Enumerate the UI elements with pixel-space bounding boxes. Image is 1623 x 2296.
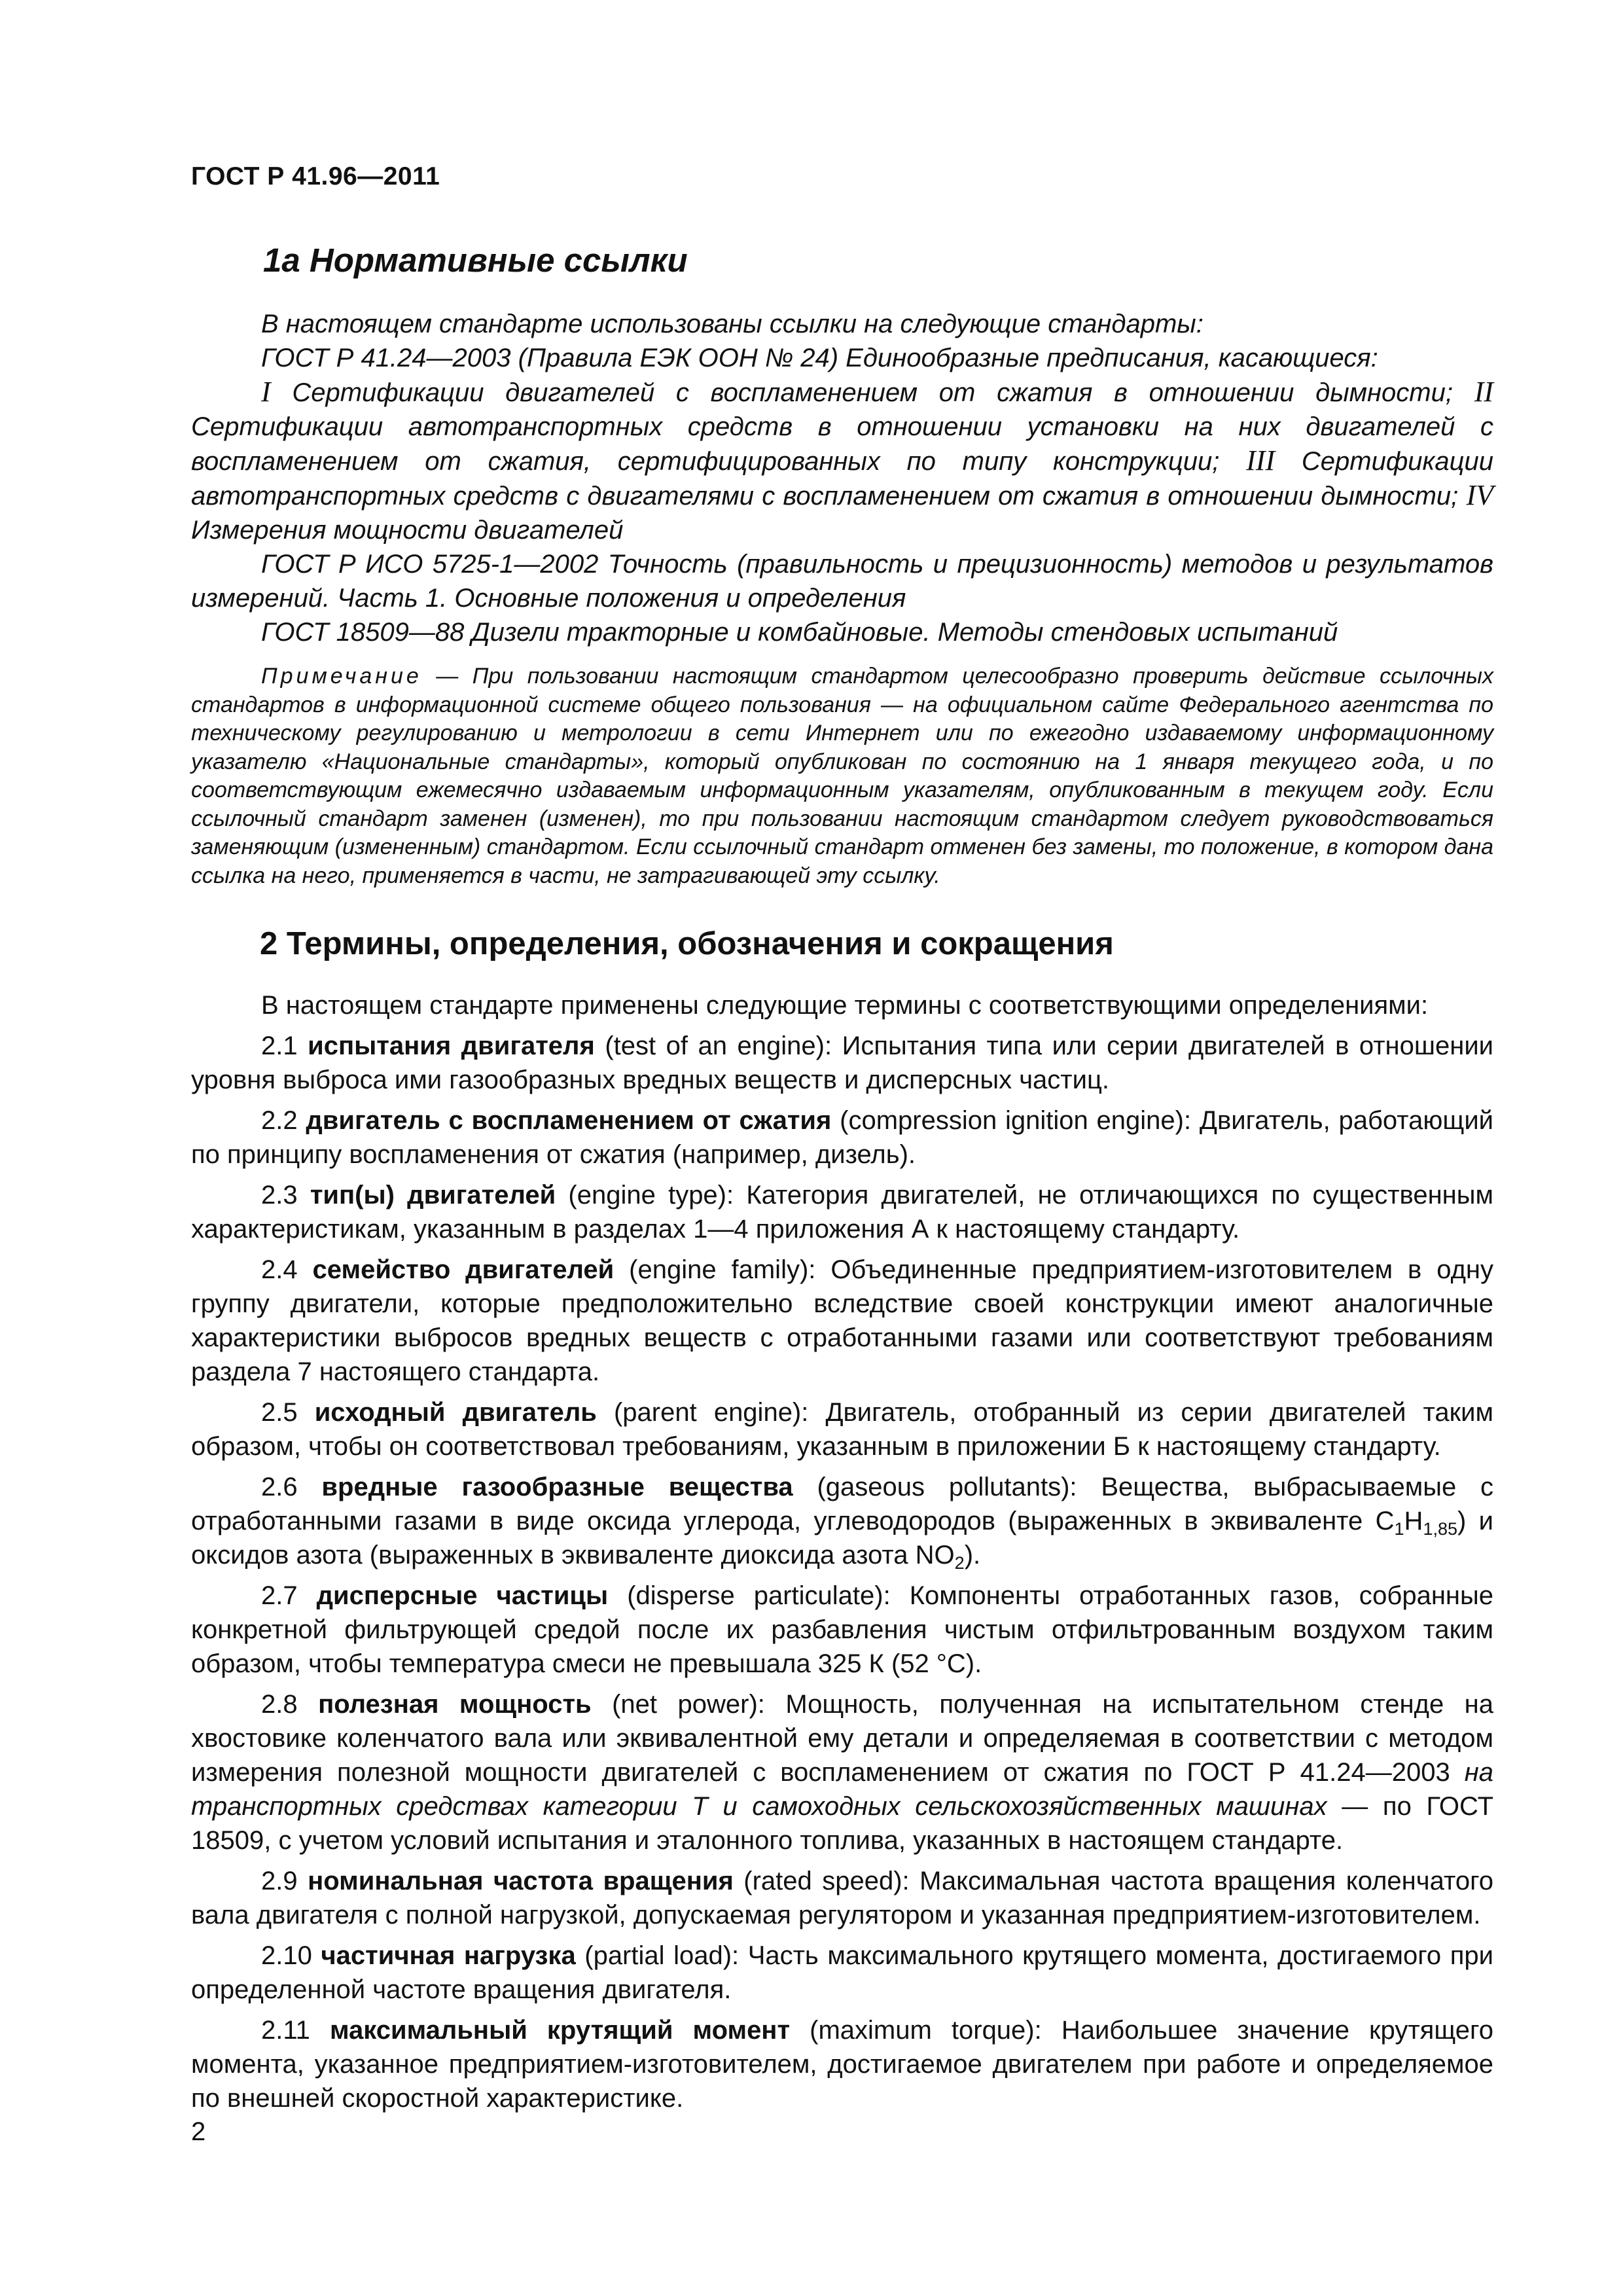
term-definition: (maximum torque): Наибольшее значение крутящего момента, указанное предприятием-изготовителем, достигаемое двигателем при работе и определяемое по внешней скоростной характеристике. <box>191 2016 1493 2113</box>
term-item <box>191 1864 1493 1932</box>
term-item <box>191 1253 1493 1389</box>
term-item <box>191 1178 1493 1246</box>
document-header-standard: ГОСТ Р 41.96—2011 <box>191 162 440 190</box>
subscript: 1 <box>1394 1519 1404 1539</box>
subscript: 2 <box>954 1553 965 1573</box>
term-item <box>191 1579 1493 1681</box>
section-1a-title: 1а Нормативные ссылки <box>263 242 688 279</box>
reference-part-text: Сертификации автотранспортных средств в отношении установки на них двигателей с воспламенением от сжатия, сертифицированных по типу конструкции; <box>191 412 1493 476</box>
reference-part-text: Сертификации двигателей с воспламенением от сжатия в отношении дымности; <box>270 378 1474 407</box>
term-name: номинальная частота вращения <box>308 1867 734 1895</box>
roman-numeral: III <box>1246 444 1275 476</box>
term-definition-italic: на транспортных средствах категории Т и самоходных сельскохозяйственных машинах <box>191 1758 1493 1821</box>
term-number: 2.1 <box>261 1031 308 1060</box>
term-number: 2.8 <box>261 1690 319 1719</box>
note-text: — При пользовании настоящим стандартом целесообразно проверить действие ссылочных стандартов в информационной системе общего пользования — на официальном сайте Федерального агентства по техническому регулированию и метрологии в сети Интернет или по ежегодно издаваемому информационному указателю «Национальные стандарты», который опубликован по состоянию на 1 января текущего года, и по соответствующим ежемесячно издаваемым информационным указателям, опубликованным в текущем году. Если ссылочный стандарт заменен (изменен), то при пользовании настоящим стандартом следует руководствоваться заменяющим (измененным) стандартом. Если ссылочный стандарт отменен без замены, то положение, в котором дана ссылка на него, применяется в части, не затрагивающей эту ссылку. <box>191 664 1493 888</box>
reference-gost-iso-5725: ГОСТ Р ИСО 5725-1—2002 Точность (правильность и прецизионность) методов и результатов измерений. Часть 1. Основные положения и определения <box>191 550 1493 613</box>
formula-symbol: H <box>1404 1507 1423 1535</box>
term-item <box>191 1029 1493 1097</box>
term-number: 2.4 <box>261 1255 313 1284</box>
term-item <box>191 1103 1493 1172</box>
roman-numeral: I <box>261 376 271 408</box>
term-name: частичная нагрузка <box>321 1941 576 1970</box>
term-name: полезная мощность <box>318 1690 592 1719</box>
term-definition: ) и оксидов азота (выраженных в эквиваленте диоксида азота NO <box>191 1507 1493 1570</box>
reference-part-text: Сертификации автотранспортных средств с двигателями с воспламенением от сжатия в отношении дымности; <box>191 447 1494 511</box>
term-item <box>191 1470 1493 1572</box>
term-definition: (compression ignition engine): Двигатель, работающий по принципу воспламенения от сжатия (например, дизель). <box>191 1106 1494 1169</box>
term-definition: (test of an engine): Испытания типа или серии двигателей в отношении уровня выброса ими газообразных вредных веществ и дисперсных частиц. <box>191 1031 1494 1094</box>
term-definition: (parent engine): Двигатель, отобранный из серии двигателей таким образом, чтобы он соответствовал требованиям, указанным в приложении Б к настоящему стандарту. <box>191 1398 1493 1461</box>
term-name: исходный двигатель <box>314 1398 597 1427</box>
term-number: 2.2 <box>261 1106 306 1135</box>
term-definition: (engine type): Категория двигателей, не отличающихся по существенным характеристикам, указанным в разделах 1—4 приложения А к настоящему стандарту. <box>191 1181 1494 1244</box>
term-definition: ). <box>964 1541 981 1570</box>
term-number: 2.10 <box>261 1941 321 1970</box>
note-paragraph <box>191 662 1493 890</box>
term-definition: (partial load): Часть максимального крутящего момента, достигаемого при определенной частоте вращения двигателя. <box>191 1941 1493 2004</box>
page-number: 2 <box>191 2117 206 2146</box>
term-name: дисперсные частицы <box>316 1581 609 1610</box>
page-content <box>191 229 1493 2115</box>
term-definition: (net power): Мощность, полученная на испытательном стенде на хвостовике коленчатого вала или эквивалентной ему детали и определяемая в соответствии с методом измерения полезной мощности двигателей с воспламенением от сжатия по ГОСТ Р 41.24—2003 <box>191 1690 1493 1787</box>
reference-part-text: Измерения мощности двигателей <box>191 516 624 545</box>
term-item <box>191 1939 1493 2007</box>
term-definition: (rated speed): Максимальная частота вращения коленчатого вала двигателя с полной нагрузкой, допускаемая регулятором и указанная предприятием-изготовителем. <box>191 1867 1494 1929</box>
roman-numeral: IV <box>1466 479 1493 511</box>
term-number: 2.9 <box>261 1867 308 1895</box>
term-name: вредные газообразные вещества <box>321 1473 793 1501</box>
term-item <box>191 1395 1493 1463</box>
term-name: тип(ы) двигателей <box>310 1181 556 1210</box>
subscript: 1,85 <box>1423 1519 1457 1539</box>
term-item <box>191 2013 1493 2115</box>
term-item <box>191 1687 1493 1857</box>
reference-gost-41-24-title: ГОСТ Р 41.24—2003 (Правила ЕЭК ООН № 24) Единообразные предписания, касающиеся: <box>261 344 1378 372</box>
section-2-title: 2 Термины, определения, обозначения и сокращения <box>260 926 1114 961</box>
term-definition: (disperse particulate): Компоненты отработанных газов, собранные конкретной фильтрующей средой после их разбавления чистым отфильтрованным воздухом таким образом, чтобы температура смеси не превышала 325 К (52 °С). <box>191 1581 1493 1678</box>
reference-gost-18509: ГОСТ 18509—88 Дизели тракторные и комбайновые. Методы стендовых испытаний <box>261 618 1338 647</box>
reference-gost-41-24-parts <box>191 375 1493 547</box>
term-name: семейство двигателей <box>312 1255 615 1284</box>
term-number: 2.7 <box>261 1581 317 1610</box>
term-name: максимальный крутящий момент <box>329 2016 791 2045</box>
term-name: двигатель с воспламенением от сжатия <box>306 1106 832 1135</box>
term-number: 2.5 <box>261 1398 315 1427</box>
term-number: 2.6 <box>261 1473 322 1501</box>
term-definition: (gaseous pollutants): Вещества, выбрасываемые с отработанными газами в виде оксида углерода, углеводородов (выраженных в эквиваленте C <box>191 1473 1493 1535</box>
term-definition: (engine family): Объединенные предприятием-изготовителем в одну группу двигатели, которые предположительно вследствие своей конструкции имеют аналогичные характеристики выбросов вредных веществ с отработанными газами или соответствуют требованиям раздела 7 настоящего стандарта. <box>191 1255 1493 1386</box>
term-number: 2.3 <box>261 1181 310 1210</box>
term-name: испытания двигателя <box>308 1031 595 1060</box>
roman-numeral: II <box>1474 376 1493 408</box>
note-label: Примечание <box>261 664 422 689</box>
section-2-intro: В настоящем стандарте применены следующие термины с соответствующими определениями: <box>261 991 1429 1020</box>
term-definition: — по ГОСТ 18509, с учетом условий испытания и эталонного топлива, указанных в настоящем стандарте. <box>191 1792 1494 1855</box>
term-number: 2.11 <box>261 2016 330 2045</box>
section-1a-intro: В настоящем стандарте использованы ссылки на следующие стандарты: <box>261 310 1204 338</box>
